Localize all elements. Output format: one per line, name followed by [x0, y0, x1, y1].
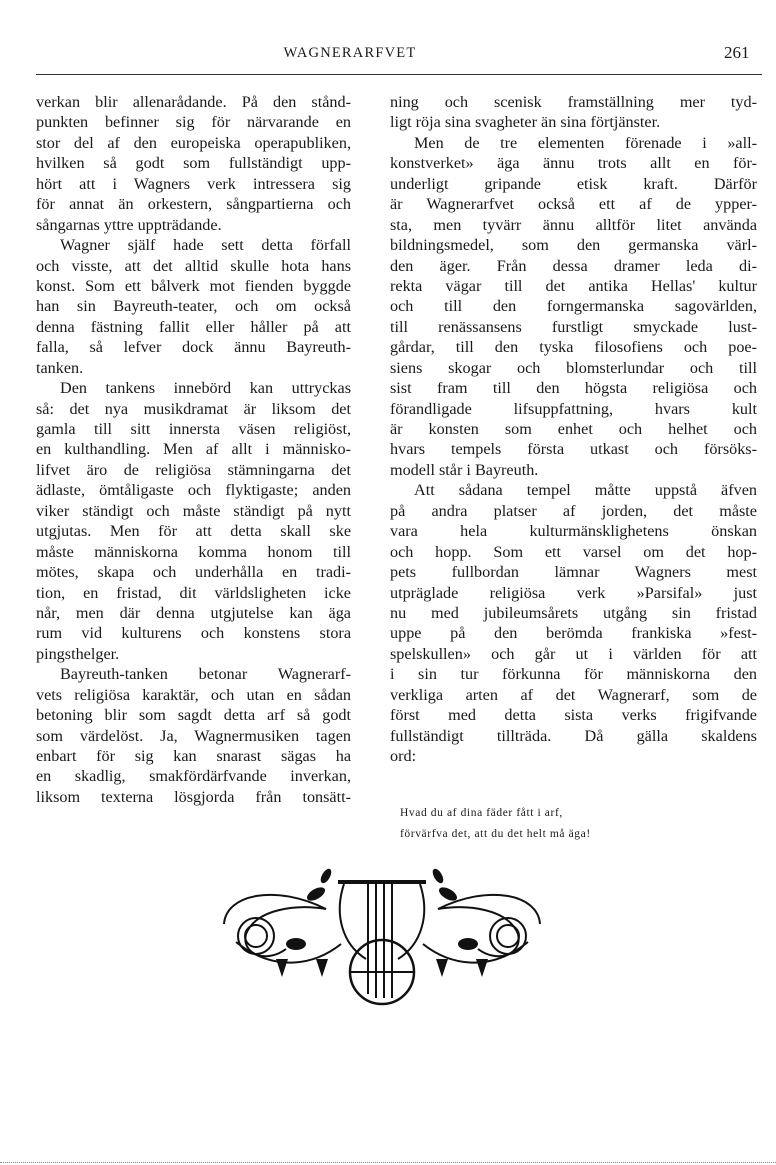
- text-line: modell står i Bayreuth.: [390, 460, 539, 479]
- text-line: sångarnas yttre uppträdande.: [36, 215, 222, 234]
- text-line: som värdelöst. Ja, Wagnermusiken tagen: [36, 726, 351, 745]
- text-line: ädlaste, ömtåligaste och flyktigaste; anden: [36, 481, 351, 500]
- text-line: nu med jubileumsårets utgång sin fristad: [390, 603, 757, 622]
- text-line: Den tankens innebörd kan uttryckas: [60, 379, 351, 398]
- text-line: pets fullbordan lämnar Wagners mest: [390, 563, 757, 582]
- text-line: hört att i Wagners verk intressera sig: [36, 174, 351, 193]
- text-line: vara hela kulturmänsklighetens önskan: [390, 522, 757, 541]
- text-line: han sin Bayreuth-teater, och om också: [36, 297, 351, 316]
- text-line: enbart för sig kan snarast sägas ha: [36, 747, 351, 765]
- text-line: bildningsmedel, som den germanska värl-: [390, 236, 757, 255]
- text-line: pingsthelger.: [36, 644, 120, 663]
- text-line: siens skogar och blomsterlundar och till: [390, 358, 757, 377]
- left-column: [36, 92, 351, 807]
- text-line: den äger. Från dessa dramer leda di-: [390, 256, 757, 275]
- text-line: rekta vägar till det antika Hellas' kultur: [390, 276, 757, 295]
- text-line: först med detta sista verks frigifvande: [390, 706, 757, 725]
- text-line: punkten befinner sig för närvarande en: [36, 113, 351, 132]
- text-line: viker ständigt och måste ständigt på nytt: [36, 501, 351, 520]
- text-line: denna fästning fallit eller håller på att: [36, 317, 351, 336]
- text-line: når, men där denna utgjutelse kan äga: [36, 603, 351, 622]
- text-line: är Wagnerarfvet också ett af de ypper-: [390, 195, 757, 214]
- text-line: ord:: [390, 747, 417, 765]
- text-line: falla, så lefver dock ännu Bayreuth-: [36, 338, 351, 357]
- text-line: utgjutas. Men för att detta skall ske: [36, 522, 351, 541]
- text-line: underligt gripande etisk kraft. Därför: [390, 174, 757, 193]
- text-line: Wagner själf hade sett detta förfall: [60, 236, 351, 255]
- text-line: vets religiösa karaktär, och utan en sådan: [36, 685, 351, 704]
- text-line: uppe på den berömda frankiska »fest-: [390, 624, 757, 643]
- text-line: för annat än orkestern, sångpartierna och: [36, 195, 351, 214]
- text-line: hvilken så godt som fullständigt upp-: [36, 154, 351, 173]
- text-line: spelskullen» och går ut i världen för att: [390, 644, 757, 663]
- text-line: i sin tur förkunna för människorna den: [390, 665, 757, 684]
- text-line: utpräglade religiösa verk »Parsifal» just: [390, 583, 757, 602]
- text-line: och hopp. Som ett varsel om det hop-: [390, 542, 757, 561]
- text-line: konstverket» äga ännu trots allt en för-: [390, 154, 757, 173]
- text-line: konst. Som ett bålverk mot fienden byggde: [36, 276, 351, 295]
- text-line: hvars tempels första utkast och försöks-: [390, 440, 757, 459]
- text-line: verkliga arten af det Wagnerarf, som de: [390, 685, 757, 704]
- poem-line: förvärfva det, att du det helt må äga!: [400, 828, 591, 840]
- text-line: gamla till sitt innersta väsen religiöst,: [36, 420, 351, 438]
- text-line: ning och scenisk framställning mer tyd-: [390, 93, 757, 111]
- right-column: [390, 92, 757, 766]
- text-line: stor del af den europeiska operapubliken,: [36, 133, 351, 152]
- text-line: Men de tre elementen förenade i »all-: [414, 133, 757, 152]
- text-line: verkan blir allenarådande. På den stånd-: [36, 93, 351, 111]
- text-line: Att sådana tempel måtte uppstå äfven: [414, 481, 757, 500]
- page-number: 261: [724, 43, 750, 62]
- text-line: sist fram till den högsta religiösa och: [390, 379, 757, 398]
- text-line: måste människorna komma honom till: [36, 542, 351, 561]
- text-line: fullständigt tillträda. Då gälla skaldens: [390, 726, 757, 745]
- text-line: mötes, skapa och underhålla en tradi-: [36, 563, 351, 582]
- header-rule: [36, 74, 762, 75]
- text-line: sta, men tyvärr ännu alltför litet använda: [390, 215, 757, 234]
- text-line: tanken.: [36, 358, 84, 377]
- text-line: lifvet äro de religiösa stämningarna det: [36, 460, 351, 479]
- poem-line: Hvad du af dina fäder fått i arf,: [400, 807, 563, 819]
- text-line: rum vid kulturens och konstens stora: [36, 624, 351, 643]
- text-line: och visste, att det alltid skulle hota hans: [36, 256, 351, 275]
- text-line: så: det nya musikdramat är liksom det: [36, 399, 351, 418]
- text-line: liksom texterna lösgjorda från tonsätt-: [36, 787, 351, 806]
- text-line: en skadlig, smakfördärfvande inverkan,: [36, 767, 351, 786]
- poem-quote: [400, 803, 591, 845]
- text-line: Bayreuth-tanken betonar Wagnerarf-: [60, 665, 351, 684]
- text-line: och till den forngermanska sagovärlden,: [390, 297, 757, 316]
- text-line: gårdar, till den tyska filosofiens och poe-: [390, 338, 757, 357]
- text-line: en kulthandling. Men af allt i människo-: [36, 440, 351, 459]
- text-line: ligt röja sina svagheter än sina förtjänster.: [390, 113, 661, 132]
- text-line: betoning blir som sagdt detta arf så godt: [36, 706, 351, 725]
- text-line: på andra platser af jorden, det måste: [390, 501, 757, 520]
- text-line: förandligade lifsuppfattning, hvars kult: [390, 399, 757, 418]
- text-line: är konsten som enhet och helhet och: [390, 420, 757, 438]
- scan-edge: [0, 1162, 776, 1163]
- text-line: tion, en fristad, dit världsligheten icke: [36, 583, 351, 602]
- header-title: WAGNERARFVET: [283, 45, 417, 61]
- text-line: till renässansens furstligt smyckade lust-: [390, 317, 757, 336]
- lyre-with-foliage-icon: [216, 864, 548, 1008]
